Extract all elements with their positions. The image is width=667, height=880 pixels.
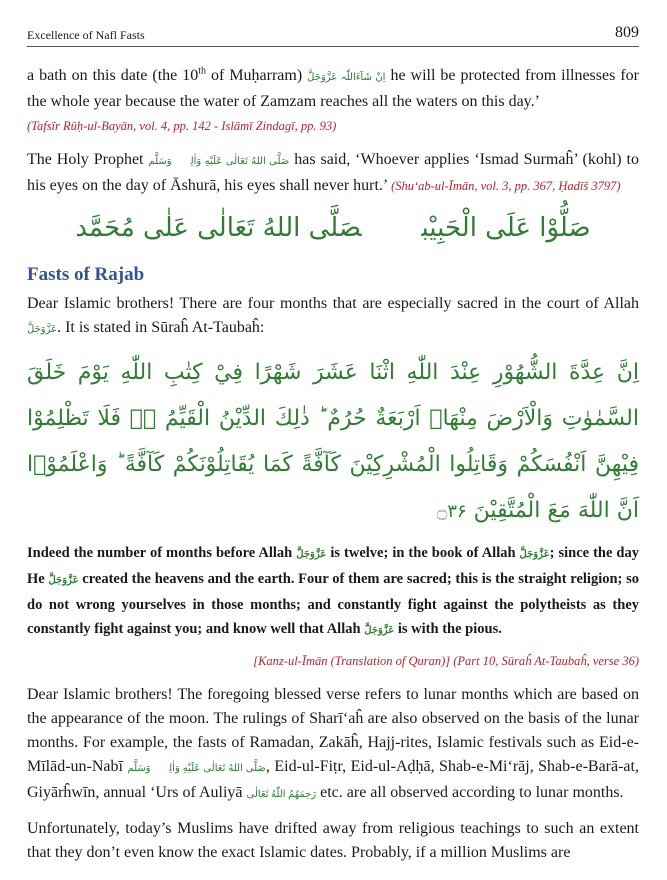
honorific-text: رَحِمَهُمُ اللّٰهُ تَعَالٰى (246, 789, 317, 800)
salawat-line (27, 208, 639, 248)
page-number: 809 (615, 24, 639, 41)
translation-reference: [Kanz-ul-Īmān (Translation of Quran)] (Part 10, Sūraĥ At-Taubaĥ, verse 36) (253, 654, 639, 668)
quran-verse (27, 350, 639, 535)
honorific-text: عَزَّوَجَلَّ (296, 549, 327, 560)
honorific-text: اِنْ شَآءَاللّٰہ عَزَّوَجَلَّ (307, 72, 386, 83)
honorific-text: عَزَّوَجَلَّ (27, 324, 58, 335)
paragraph-ashura-bath: a bath on this date (the 10th of Muḥarram) اِنْ شَآءَاللّٰہ عَزَّوَجَلَّ he will be protected from illnesses for the whole year because the water of Zamzam reaches all the waters on this day.’ (Tafsīr Rūḥ-ul-Bayān, vol. 4, pp. 142 - Islāmī Zindagī, pp. 93) (27, 65, 639, 133)
quran-verse-text: اِنَّ عِدَّةَ الشُّهُوْرِ عِنْدَ اللّٰهِ اثْنَا عَشَرَ شَهْرًا فِيْ كِتٰبِ اللّٰهِ يَوْمَ خَلَقَ السَّمٰوٰتِ وَالْاَرْضَ مِنْهَاۤ اَرْبَعَةٌ حُرُمٌ ؕ ذٰلِكَ الدِّيْنُ الْقَيِّمُ ۙ۬ فَلَا تَظْلِمُوْا فِيْهِنَّ اَنْفُسَكُمْ وَقَاتِلُوا الْمُشْرِكِيْنَ كَآفَّةً كَمَا يُقَاتِلُوْنَكُمْ كَآفَّةً ؕ وَاعْلَمُوْۤا اَنَّ اللّٰهَ مَعَ الْمُتَّقِيْنَ (27, 360, 639, 523)
paragraph-lunar-months: Dear Islamic brothers! The foregoing blessed verse refers to lunar months which are based on the appearance of the moon. The rulings of Sharī‘aĥ are also observed on the basis of the lunar months. For example, the fasts of Ramadan, Zakāĥ, Hajj-rites, Islamic festivals such as Eid-e-Mīlād-un-Nabī صَلَّى اللهُ تَعَالٰى عَلَيْهِ وَاٰلِهٖ وَسَلَّم, Eid-ul-Fiṭr, Eid-ul-Aḍḥā, Shab-e-Mi‘rāj, Shab-e-Barā-at, Giyārĥwīn, annual ‘Urs of Auliyā رَحِمَهُمُ اللّٰهُ تَعَالٰى etc. are all observed according to lunar months. (27, 686, 639, 801)
book-title: Excellence of Nafl Fasts (27, 28, 145, 42)
section-heading: Fasts of Rajab (27, 264, 145, 285)
paragraph-islamic-dates: Unfortunately, today’s Muslims have drifted away from religious teachings to such an extent that they don’t even know the exact Islamic dates. Probably, if a million Muslims are (27, 820, 639, 861)
running-header (27, 24, 639, 47)
salawat-call: صَلُّوْا عَلَى الْحَبِيْب (421, 213, 591, 243)
honorific-text: عَزَّوَجَلَّ (48, 575, 79, 586)
honorific-text: عَزَّوَجَلَّ (364, 625, 395, 636)
paragraph-sacred-months: Dear Islamic brothers! There are four months that are especially sacred in the court of Allah عَزَّوَجَلَّ. It is stated in Sūraĥ At-Taubaĥ: (27, 295, 639, 336)
page-content (27, 64, 639, 865)
paragraph-hadith-surmah: The Holy Prophet صَلَّى اللهُ تَعَالٰى عَلَيْهِ وَاٰلِهٖ وَسَلَّم has said, ‘Whoever applies ‘Ismad Surmaĥ’ (kohl) to his eyes on the day of Āshurā, his eyes shall never hurt.’ (Shu‘ab-ul-Īmān, vol. 3, pp. 367, Ḥadīš 3797) (27, 151, 639, 194)
honorific-text: صَلَّى اللهُ تَعَالٰى عَلَيْهِ وَاٰلِهٖ وَسَلَّم (148, 156, 290, 167)
honorific-text: عَزَّوَجَلَّ (519, 549, 550, 560)
reference-citation: (Shu‘ab-ul-Īmān, vol. 3, pp. 367, Ḥadīš 3797) (391, 179, 621, 193)
verse-translation: Indeed the number of months before Allah عَزَّوَجَلَّ is twelve; in the book of Allah عَزَّوَجَلَّ; since the day He عَزَّوَجَلَّ created the heavens and the earth. Four of them are sacred; this is the straight religion; so do not wrong yourselves in those months; and constantly fight against the polytheists as they constantly fight against you; and know well that Allah عَزَّوَجَلَّ is with the pious. (27, 545, 640, 637)
reference-citation: (Tafsīr Rūḥ-ul-Bayān, vol. 4, pp. 142 - Islāmī Zindagī, pp. 93) (27, 119, 337, 133)
honorific-text: صَلَّى اللهُ تَعَالٰى عَلَيْهِ وَاٰلِهٖ وَسَلَّم (127, 763, 266, 774)
salawat-response: صَلَّى اللهُ تَعَالٰى عَلٰى مُحَمَّد (75, 213, 362, 243)
ayah-number-marker: ۝۳۶ (436, 501, 467, 522)
